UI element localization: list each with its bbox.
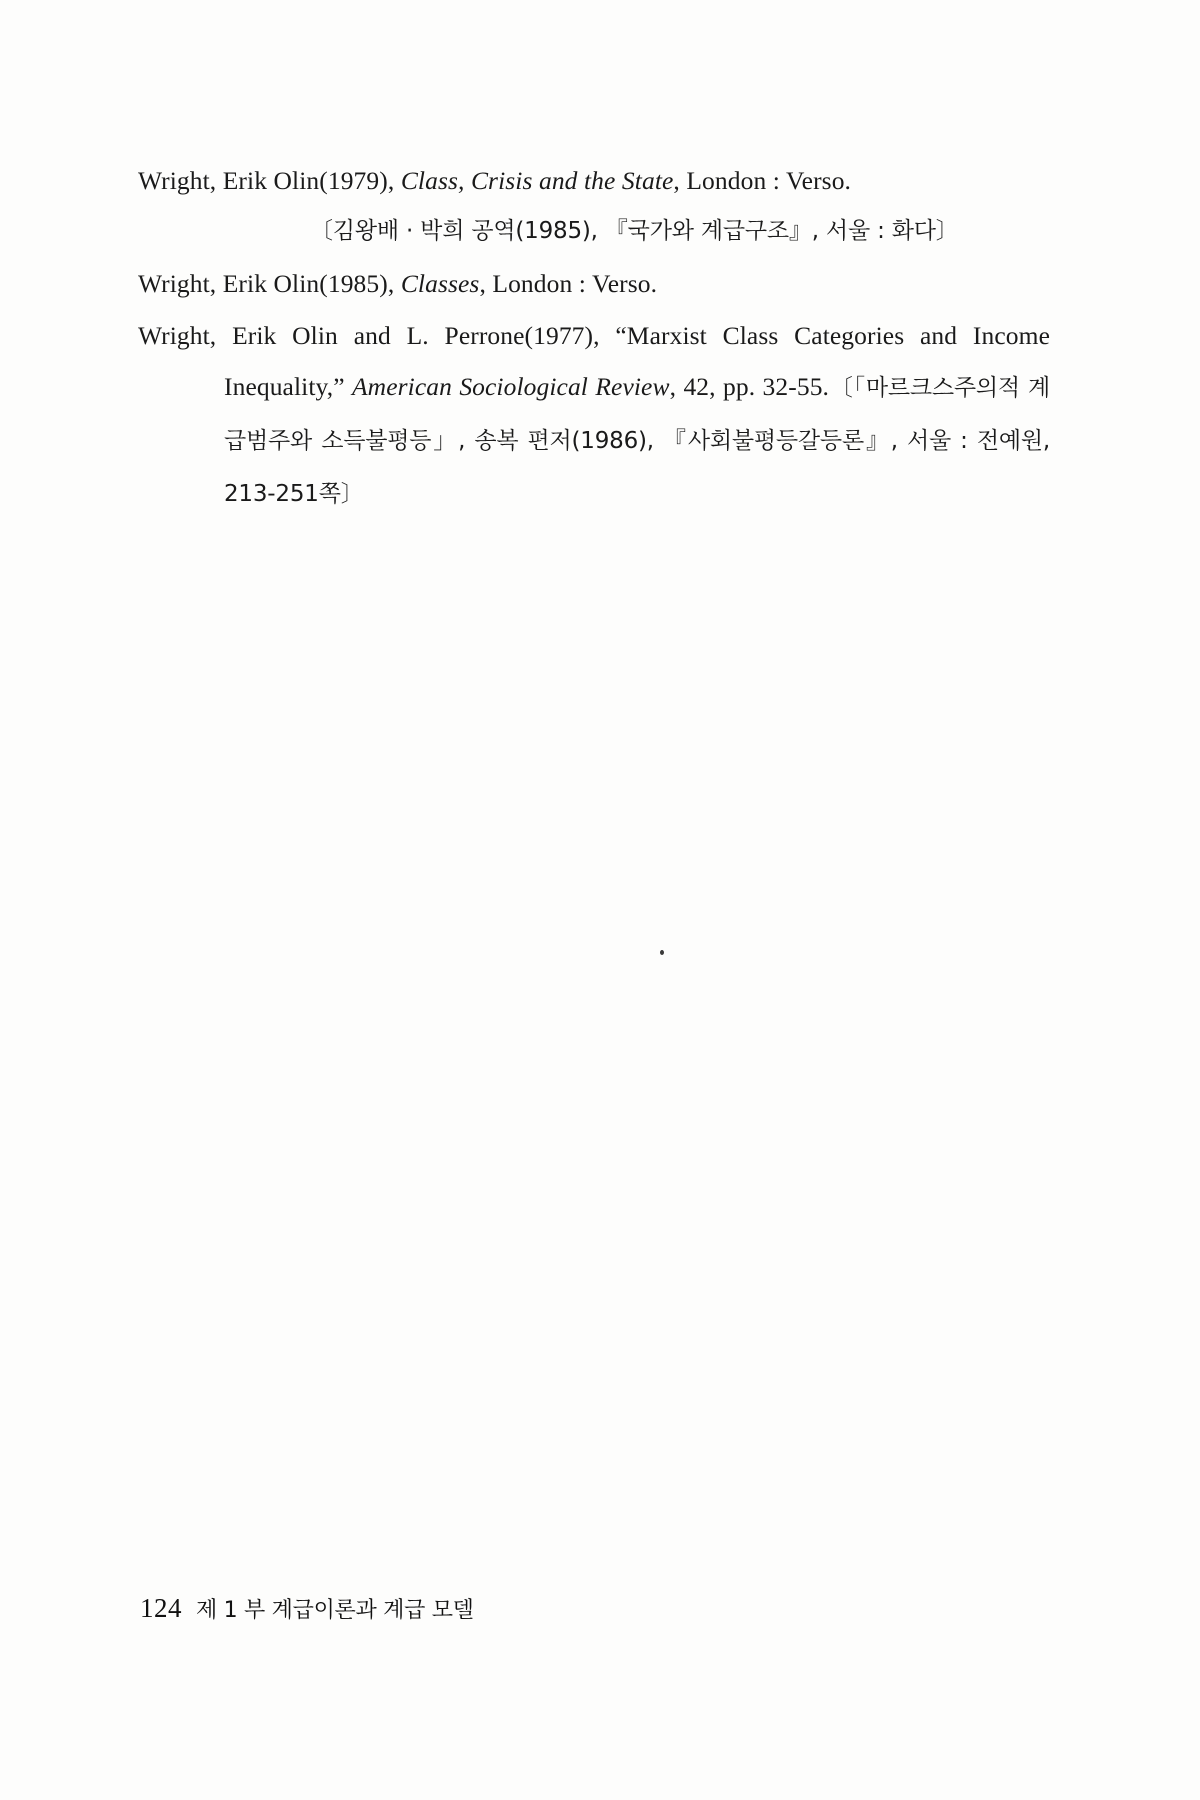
reference-text-part: , 42, pp. 32-55. [669, 372, 830, 401]
reference-text-part: Wright, Erik Olin(1979), [138, 166, 401, 195]
page-number: 124 [140, 1593, 182, 1623]
reference-korean-note: 〔「마르크스주의적 계급범주와 소득불평등」, 송복 편저(1986), 『사회불평등갈등론』, 서울 : 전예원, 213-251쪽〕 [224, 375, 1050, 507]
reference-text-part: , London : Verso. [479, 269, 658, 298]
stray-ink-mark [660, 950, 664, 955]
reference-korean-note: 〔김왕배 · 박희 공역(1985), 『국가와 계급구조』, 서울 : 화다〕 [310, 218, 959, 244]
reference-text-part: Wright, Erik Olin and L. Perrone(1977), “Marxist Class Categories and Income Inequality,” [138, 321, 1050, 401]
reference-title-italic: Classes [400, 269, 480, 298]
reference-entry-wright-1979 [138, 155, 1050, 257]
reference-list-container [138, 155, 1050, 520]
reference-text-part: Wright, Erik Olin(1985), [138, 269, 401, 298]
reference-text-part: , London : Verso. [673, 166, 852, 195]
reference-entry-wright-perrone-1977 [138, 310, 1050, 520]
reference-title-italic: Class, Crisis and the State [400, 166, 674, 195]
running-head-title: 제 1 부 계급이론과 계급 모델 [196, 1598, 474, 1623]
page-footer [140, 1593, 474, 1624]
reference-list [138, 155, 1050, 520]
reference-title-italic: American Sociological Review [352, 372, 670, 401]
reference-entry-wright-1985 [138, 258, 1050, 309]
